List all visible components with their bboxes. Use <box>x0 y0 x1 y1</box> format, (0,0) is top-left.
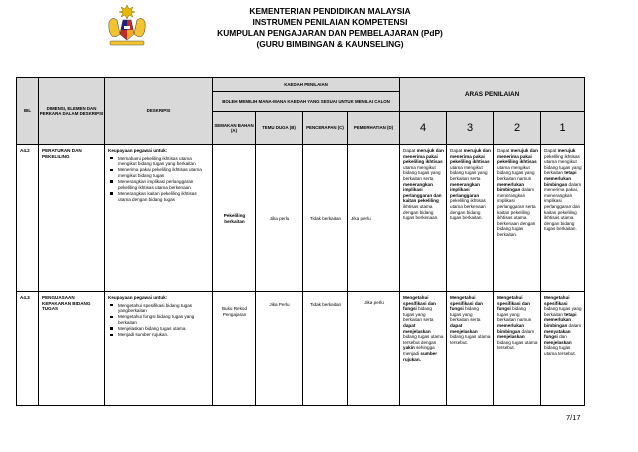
header-level-3: 3 <box>447 112 494 145</box>
header-semakan-bahan: SEMAKAN BAHAN (A) <box>213 112 256 145</box>
deskripsi-intro: Keupayaan pegawai untuk: <box>108 148 168 153</box>
list-item: Menerangkan implikasi perlanggaran pekeliling ikhtisas utama berkenaan <box>118 179 210 190</box>
row-temu-duga: Jika perlu <box>256 145 303 292</box>
list-item: Menerangkan kaitan pekeliling ikhtisas utama dengan bidang tugas <box>118 191 210 202</box>
row-level-1: Mengetahui spesifikasi bidang tugas yang berkaitan tetapi memerlukan bimbingan dalam menyatakan fungsi dan menjelaskan bidang tugas utama tersebut. <box>541 292 585 406</box>
row-pencerapan: Tidak berkaitan <box>303 292 348 406</box>
header-line-group: KUMPULAN PENGAJARAN DAN PEMBELAJARAN (PdP) <box>217 28 443 38</box>
page-number: 7/17 <box>566 413 581 422</box>
header-pemerhatian: PEMERHATIAN (D) <box>348 112 400 145</box>
table-row <box>17 145 585 292</box>
row-temu-duga: Jika Perlu <box>256 292 303 406</box>
row-level-3: Dapat merujuk dan menerima pakai pekeliling ikhtisas utama mengikut bidang tugas yang berkaitan serta menerangkan implikasi perlanggaran pekeliling ikhtisas utama berkenaan dengan bidang tugas berkaitan. <box>447 145 494 292</box>
row-level-4: Dapat merujuk dan menerima pakai pekeliling ikhtisas utama mengikut bidang tugas yang berkaitan serta menerangkan implikasi perlanggaran dan kaitan pekeliling ikhtisas utama dengan bidang tugas berkenaan. <box>400 145 447 292</box>
row-deskripsi <box>105 292 213 406</box>
header-level-1: 1 <box>541 112 585 145</box>
row-bil: A4.3 <box>17 292 39 406</box>
row-dimensi: PENGUASAAN KEPAKARAN BIDANG TUGAS <box>39 292 105 406</box>
header-bil: BIL <box>17 78 39 145</box>
header-line-instrument: INSTRUMEN PENILAIAN KOMPETENSI <box>252 17 408 27</box>
header-deskripsi: DESKRIPSI <box>105 78 213 145</box>
list-item: Menerima pakai pekeliling ikhtisas utama mengikut bidang tugas <box>118 167 210 178</box>
header-aras-penilaian: ARAS PENILAIAN <box>400 78 585 112</box>
row-level-1: Dapat merujuk pekeliling ikhtisas utama mengikut bidang tugas yang berkaitan tetapi memerlukan bimbingan dalam menerima pakai, menerangkan implikasi perlanggaran dan kaitan pekeliling ikhtisas utama dengan bidang tugas berkaitan. <box>541 145 585 292</box>
row-level-3: Mengetahui spesifikasi dan fungsi bidang tugas yang berkaitan serta dapat menjelaskan bidang tugas utama tersebut. <box>447 292 494 406</box>
row-level-4: Mengetahui spesifikasi dan fungsi bidang tugas yang berkaitan serta dapat menjelaskan bidang tugas utama tersebut dengan yakin sehingga menjadi sumber rujukan. <box>400 292 447 406</box>
row-deskripsi <box>105 145 213 292</box>
header-pencerapan: PENCERAPAN (C) <box>303 112 348 145</box>
row-pencerapan: Tidak berkaitan <box>303 145 348 292</box>
row-dimensi: PERATURAN DAN PEKELILING <box>39 145 105 292</box>
assessment-table <box>16 77 585 406</box>
table-row <box>17 292 585 406</box>
header-dimensi: DIMENSI, ELEMEN DAN PERKARA DALAM DESKRIPSI <box>39 78 105 145</box>
list-item: Menjadi sumber rujukan. <box>118 332 210 338</box>
row-pemerhatian: Jika perlu <box>348 292 400 406</box>
header-line-ministry: KEMENTERIAN PENDIDIKAN MALAYSIA <box>249 6 411 16</box>
government-crest-logo <box>104 4 150 48</box>
row-level-2: Mengetahui spesifikasi dan fungsi bidang tugas yang berkaitan namun memerlukan bimbingan dalam menjelaskan bidang tugas utama tersebut. <box>494 292 541 406</box>
document-header <box>180 6 480 50</box>
list-item: Menjelaskan bidang tugas utama. <box>118 326 210 332</box>
deskripsi-intro: Keupayaan pegawai untuk: <box>108 295 168 300</box>
row-level-2: Dapat merujuk dan menerima pakai pekeliling ikhtisas utama mengikut bidang tugas yang berkaitan namun memerlukan bimbingan dalam menerangkan implikasi perlanggaran serta kaitan pekeliling ikhtisas utama berkenaan dengan bidang tugas berkaitan. <box>494 145 541 292</box>
header-temu-duga: TEMU DUGA (B) <box>256 112 303 145</box>
header-line-role: (GURU BIMBINGAN & KAUNSELING) <box>256 39 404 49</box>
deskripsi-list <box>108 156 210 203</box>
header-level-4: 4 <box>400 112 447 145</box>
row-semakan: Pekeliling berkaitan <box>213 145 256 292</box>
deskripsi-list <box>108 303 210 338</box>
list-item: Mengetahui spesifikasi bidang tugas yangberkaitan <box>118 303 210 314</box>
row-bil: A4.2 <box>17 145 39 292</box>
row-semakan: Buku Rekod Pengajaran <box>213 292 256 406</box>
list-item: Memahami pekeliling ikhtisas utama mengikut bidang tugas yang berkaitan <box>118 156 210 167</box>
header-level-2: 2 <box>494 112 541 145</box>
header-kaedah-penilaian: KAEDAH PENILAIAN <box>213 78 400 92</box>
header-boleh-memilih: BOLEH MEMILIH MANA-MANA KAEDAH YANG SESUAI UNTUK MENILAI CALON <box>213 92 400 112</box>
list-item: Mengetahui fungsi bidang tugas yang berkaitan <box>118 314 210 325</box>
row-pemerhatian: Jika perlu <box>348 145 400 292</box>
